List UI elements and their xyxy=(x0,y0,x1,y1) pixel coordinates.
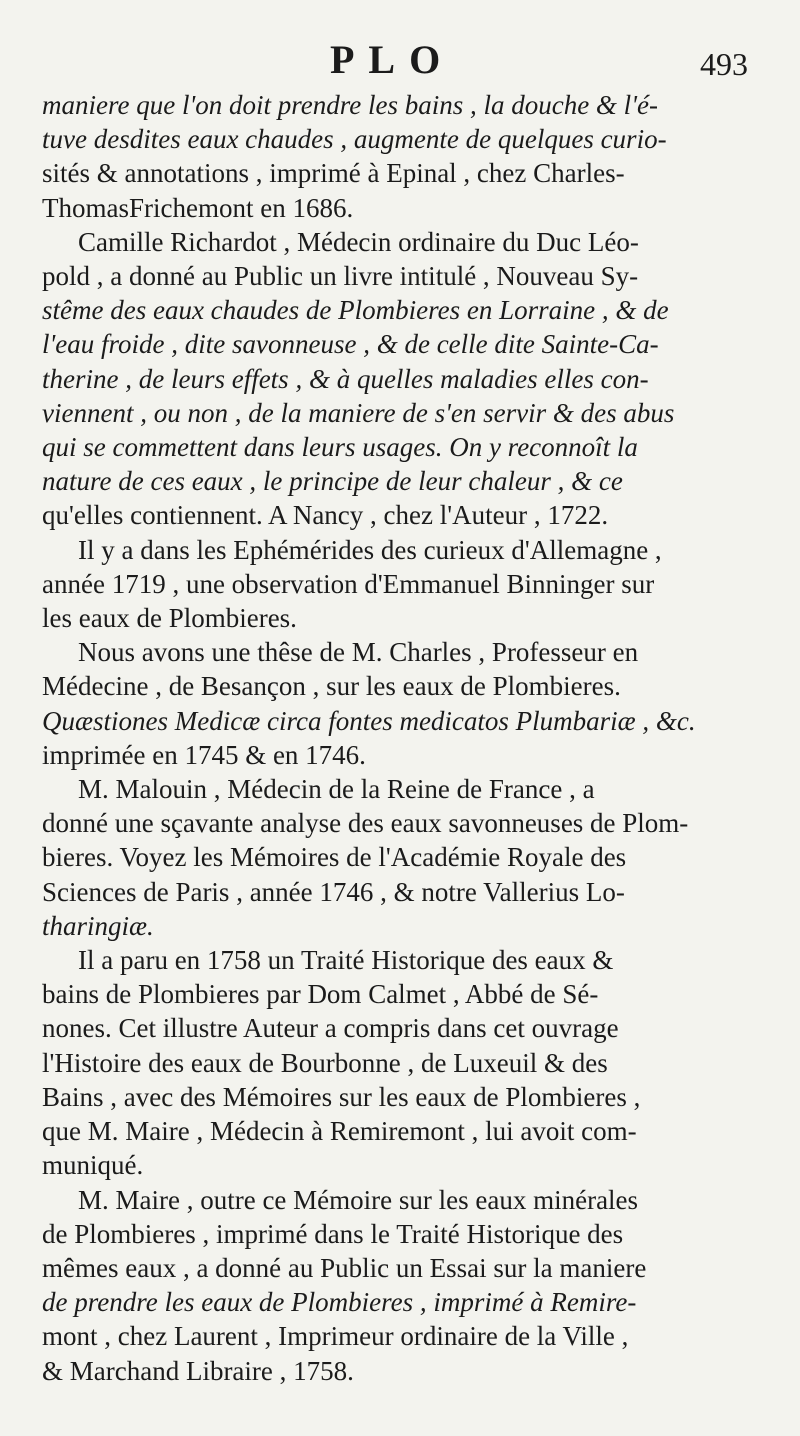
text-line xyxy=(42,191,770,225)
text-line xyxy=(42,909,770,943)
text: de Plombieres , imprimé dans le Traité Historique des xyxy=(42,1218,624,1249)
text-line xyxy=(42,738,770,772)
italic-text: therine , de leurs effets , & à quelles maladies elles con- xyxy=(42,363,649,394)
text-line xyxy=(42,1080,770,1114)
page-header xyxy=(0,28,800,88)
italic-text: maniere que l'on doit prendre les bains , la douche & l'é- xyxy=(42,90,658,120)
text: pold , a donné au Public un livre intitulé , Nouveau Sy- xyxy=(42,261,639,292)
text: muniqué. xyxy=(42,1150,144,1181)
text-line xyxy=(42,1011,770,1045)
text-line xyxy=(42,1217,770,1251)
text: Sciences de Paris , année 1746 , & notre Vallerius Lo- xyxy=(42,876,625,907)
text-line xyxy=(42,1148,770,1182)
text: bieres. Voyez les Mémoires de l'Académie Royale des xyxy=(42,842,627,873)
text: imprimée en 1745 & en 1746. xyxy=(42,739,366,770)
text: Il a paru en 1758 un Traité Historique des eaux & xyxy=(78,945,614,976)
text: Médecine , de Besançon , sur les eaux de Plombieres. xyxy=(42,671,621,702)
text: & Marchand Libraire , 1758. xyxy=(42,1355,354,1386)
text-line xyxy=(42,567,770,601)
text-line xyxy=(42,498,770,532)
text-line xyxy=(42,259,770,293)
italic-text: viennent , ou non , de la maniere de s'en servir & des abus xyxy=(42,397,675,428)
text: année 1719 , une observation d'Emmanuel Binninger sur xyxy=(42,568,655,599)
text-line xyxy=(42,1114,770,1148)
italic-text: de prendre les eaux de Plombieres , imprimé à Remire- xyxy=(42,1287,637,1318)
paragraph xyxy=(42,88,770,225)
text-line xyxy=(42,669,770,703)
paragraph xyxy=(42,772,770,943)
body-text xyxy=(42,88,770,1388)
paragraph xyxy=(42,533,770,636)
paragraph xyxy=(42,225,770,533)
text: Nous avons une thêse de M. Charles , Professeur en xyxy=(78,637,639,668)
text: sités & annotations , imprimé à Epinal , chez Charles- xyxy=(42,158,625,189)
text-line xyxy=(42,601,770,635)
text-line xyxy=(42,1354,770,1388)
text-line xyxy=(42,430,770,464)
running-head: PLO xyxy=(330,37,455,82)
text-line xyxy=(42,1046,770,1080)
text-line xyxy=(42,635,770,669)
text: donné une sçavante analyse des eaux savonneuses de Plom- xyxy=(42,808,689,839)
text-line xyxy=(42,362,770,396)
text-line xyxy=(42,225,770,259)
text-line xyxy=(42,1251,770,1285)
text: mont , chez Laurent , Imprimeur ordinaire de la Ville , xyxy=(42,1321,629,1352)
text-line xyxy=(42,840,770,874)
italic-text: qui se commettent dans leurs usages. On y reconnoît la xyxy=(42,432,638,463)
text: bains de Plombieres par Dom Calmet , Abbé de Sé- xyxy=(42,979,599,1010)
text: l'Histoire des eaux de Bourbonne , de Luxeuil & des xyxy=(42,1047,608,1078)
italic-text: Quæstiones Medicæ circa fontes medicatos Plumbariæ , &c. xyxy=(42,705,696,736)
text: M. Maire , outre ce Mémoire sur les eaux minérales xyxy=(78,1184,639,1215)
text-line xyxy=(42,875,770,909)
text: M. Malouin , Médecin de la Reine de France , a xyxy=(78,774,595,805)
text-line xyxy=(42,327,770,361)
text: qu'elles contiennent. A Nancy , chez l'Auteur , 1722. xyxy=(42,500,609,531)
text: nones. Cet illustre Auteur a compris dans cet ouvrage xyxy=(42,1013,619,1044)
text-line xyxy=(42,396,770,430)
text-line xyxy=(42,1319,770,1353)
text-line xyxy=(42,464,770,498)
text-line xyxy=(42,156,770,190)
text: Il y a dans les Ephémérides des curieux d'Allemagne , xyxy=(78,534,662,565)
text: que M. Maire , Médecin à Remiremont , lui avoit com- xyxy=(42,1116,637,1147)
paragraph xyxy=(42,943,770,1182)
text: mêmes eaux , a donné au Public un Essai sur la maniere xyxy=(42,1252,647,1283)
text-line xyxy=(42,1285,770,1319)
page-number: 493 xyxy=(700,46,748,82)
paragraph xyxy=(42,1183,770,1388)
text-line xyxy=(42,772,770,806)
text-line xyxy=(42,293,770,327)
text-line xyxy=(42,1183,770,1217)
italic-text: nature de ces eaux , le principe de leur chaleur , & ce xyxy=(42,466,623,497)
text: Camille Richardot , Médecin ordinaire du Duc Léo- xyxy=(78,226,639,257)
italic-text: l'eau froide , dite savonneuse , & de celle dite Sainte-Ca- xyxy=(42,329,659,360)
text-line xyxy=(42,977,770,1011)
italic-text: stême des eaux chaudes de Plombieres en Lorraine , & de xyxy=(42,295,669,326)
text: les eaux de Plombieres. xyxy=(42,603,297,634)
text-line xyxy=(42,806,770,840)
text: Bains , avec des Mémoires sur les eaux de Plombieres , xyxy=(42,1081,641,1112)
text-line xyxy=(42,533,770,567)
text-line xyxy=(42,88,770,122)
text: ThomasFrichemont en 1686. xyxy=(42,192,354,223)
italic-text: tharingiæ. xyxy=(42,910,154,941)
paragraph xyxy=(42,635,770,772)
text-line xyxy=(42,122,770,156)
text-line xyxy=(42,943,770,977)
italic-text: tuve desdites eaux chaudes , augmente de quelques curio- xyxy=(42,124,667,155)
text-line xyxy=(42,704,770,738)
